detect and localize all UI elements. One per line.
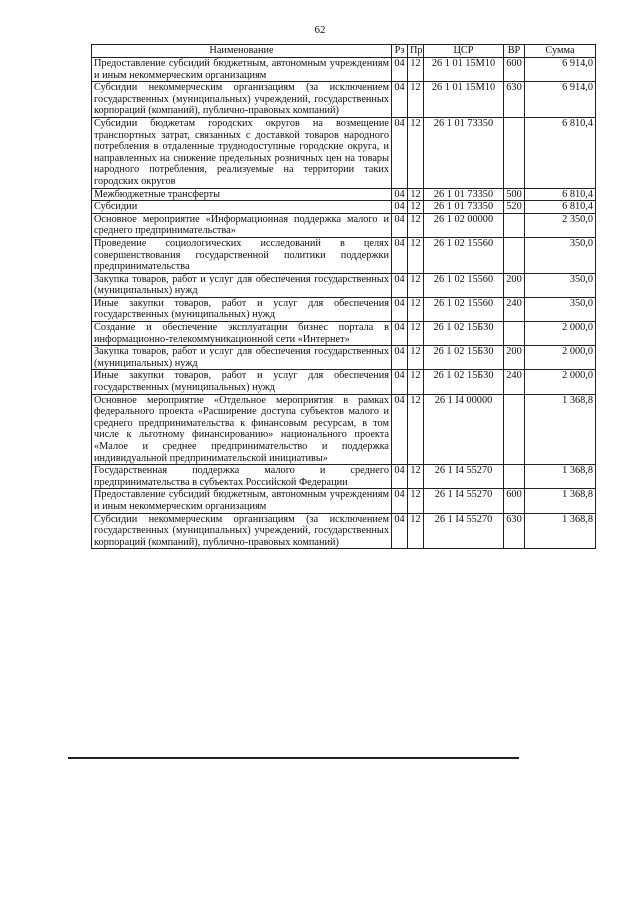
cell-pr: 12 <box>408 465 424 489</box>
cell-name: Основное мероприятие «Отдельное мероприятия в рамках федерального проекта «Расширение доступа субъектов малого и среднего предпринимательства к финансовым ресурсам, в том числе к льготному финансированию» национального проекта «Малое и среднее предпринимательство и поддержка индивидуальной предпринимательской инициативы» <box>92 394 392 465</box>
budget-table <box>91 44 596 549</box>
cell-pr: 12 <box>408 489 424 513</box>
cell-csr: 26 1 I4 55270 <box>424 513 504 549</box>
table-row <box>92 201 596 214</box>
cell-vr: 600 <box>504 58 525 82</box>
cell-sum: 6 810,4 <box>525 201 596 214</box>
cell-rz: 04 <box>392 273 408 297</box>
table-row <box>92 213 596 237</box>
page-number: 62 <box>314 24 326 36</box>
cell-name: Межбюджетные трансферты <box>92 188 392 201</box>
cell-rz: 04 <box>392 322 408 346</box>
cell-name: Государственная поддержка малого и среднего предпринимательства в субъектах Российской Федерации <box>92 465 392 489</box>
cell-sum: 2 000,0 <box>525 370 596 394</box>
cell-pr: 12 <box>408 58 424 82</box>
table-row <box>92 322 596 346</box>
cell-sum: 2 000,0 <box>525 346 596 370</box>
cell-sum: 2 000,0 <box>525 322 596 346</box>
cell-vr: 240 <box>504 370 525 394</box>
cell-csr: 26 1 02 15560 <box>424 297 504 321</box>
cell-csr: 26 1 01 73350 <box>424 201 504 214</box>
cell-name: Создание и обеспечение эксплуатации бизнес портала в информационно-телекоммуникационной сети «Интернет» <box>92 322 392 346</box>
cell-rz: 04 <box>392 201 408 214</box>
cell-csr: 26 1 I4 00000 <box>424 394 504 465</box>
cell-sum: 350,0 <box>525 297 596 321</box>
cell-sum: 1 368,8 <box>525 513 596 549</box>
table-row <box>92 394 596 465</box>
cell-sum: 6 810,4 <box>525 117 596 188</box>
cell-vr: 630 <box>504 82 525 118</box>
cell-rz: 04 <box>392 465 408 489</box>
cell-rz: 04 <box>392 489 408 513</box>
cell-pr: 12 <box>408 213 424 237</box>
cell-csr: 26 1 02 15560 <box>424 273 504 297</box>
cell-rz: 04 <box>392 58 408 82</box>
cell-pr: 12 <box>408 117 424 188</box>
cell-name: Субсидии бюджетам городских округов на возмещение транспортных затрат, связанных с доставкой товаров народного потребления в отдаленные труднодоступные городские округа, и направленных на снижение предельных розничных цен на товары народного потребления, реализуемые на территории таких городских округов <box>92 117 392 188</box>
cell-csr: 26 1 I4 55270 <box>424 489 504 513</box>
table-row <box>92 489 596 513</box>
cell-pr: 12 <box>408 201 424 214</box>
header-rz: Рз <box>392 45 408 58</box>
cell-pr: 12 <box>408 394 424 465</box>
cell-csr: 26 1 02 15Б30 <box>424 370 504 394</box>
cell-sum: 6 914,0 <box>525 82 596 118</box>
cell-name: Субсидии некоммерческим организациям (за исключением государственных (муниципальных) учреждений, государственных корпораций (компаний), публично-правовых компаний) <box>92 82 392 118</box>
table-row <box>92 513 596 549</box>
cell-vr: 200 <box>504 273 525 297</box>
cell-sum: 350,0 <box>525 237 596 273</box>
cell-name: Субсидии <box>92 201 392 214</box>
cell-sum: 2 350,0 <box>525 213 596 237</box>
cell-name: Основное мероприятие «Информационная поддержка малого и среднего предпринимательства» <box>92 213 392 237</box>
cell-vr: 520 <box>504 201 525 214</box>
cell-rz: 04 <box>392 188 408 201</box>
cell-vr: 630 <box>504 513 525 549</box>
cell-vr <box>504 117 525 188</box>
cell-name: Предоставление субсидий бюджетным, автономным учреждениям и иным некоммерческим организациям <box>92 58 392 82</box>
header-sum: Сумма <box>525 45 596 58</box>
table-row <box>92 273 596 297</box>
table-row <box>92 237 596 273</box>
cell-csr: 26 1 01 73350 <box>424 188 504 201</box>
cell-rz: 04 <box>392 237 408 273</box>
cell-rz: 04 <box>392 513 408 549</box>
cell-sum: 1 368,8 <box>525 489 596 513</box>
cell-vr <box>504 465 525 489</box>
cell-name: Закупка товаров, работ и услуг для обеспечения государственных (муниципальных) нужд <box>92 346 392 370</box>
cell-sum: 350,0 <box>525 273 596 297</box>
table-row <box>92 117 596 188</box>
cell-csr: 26 1 02 15Б30 <box>424 322 504 346</box>
table-row <box>92 188 596 201</box>
cell-vr: 600 <box>504 489 525 513</box>
cell-csr: 26 1 02 15560 <box>424 237 504 273</box>
cell-vr <box>504 213 525 237</box>
cell-pr: 12 <box>408 513 424 549</box>
header-csr: ЦСР <box>424 45 504 58</box>
cell-rz: 04 <box>392 394 408 465</box>
table-row <box>92 346 596 370</box>
cell-pr: 12 <box>408 297 424 321</box>
cell-name: Закупка товаров, работ и услуг для обеспечения государственных (муниципальных) нужд <box>92 273 392 297</box>
cell-sum: 6 810,4 <box>525 188 596 201</box>
cell-sum: 1 368,8 <box>525 394 596 465</box>
table-row <box>92 465 596 489</box>
cell-vr <box>504 322 525 346</box>
header-name: Наименование <box>92 45 392 58</box>
cell-rz: 04 <box>392 297 408 321</box>
table-header-row <box>92 45 596 58</box>
cell-vr: 500 <box>504 188 525 201</box>
header-vr: ВР <box>504 45 525 58</box>
cell-csr: 26 1 01 73350 <box>424 117 504 188</box>
cell-vr <box>504 394 525 465</box>
header-pr: Пр <box>408 45 424 58</box>
cell-vr: 240 <box>504 297 525 321</box>
cell-csr: 26 1 01 15М10 <box>424 82 504 118</box>
cell-rz: 04 <box>392 370 408 394</box>
cell-pr: 12 <box>408 370 424 394</box>
cell-rz: 04 <box>392 213 408 237</box>
table-row <box>92 82 596 118</box>
cell-pr: 12 <box>408 346 424 370</box>
cell-name: Субсидии некоммерческим организациям (за исключением государственных (муниципальных) учреждений, государственных корпораций (компаний), публично-правовых компаний) <box>92 513 392 549</box>
table-row <box>92 58 596 82</box>
cell-csr: 26 1 01 15М10 <box>424 58 504 82</box>
cell-pr: 12 <box>408 237 424 273</box>
cell-rz: 04 <box>392 117 408 188</box>
cell-csr: 26 1 02 00000 <box>424 213 504 237</box>
cell-name: Иные закупки товаров, работ и услуг для обеспечения государственных (муниципальных) нужд <box>92 370 392 394</box>
table-row <box>92 297 596 321</box>
cell-rz: 04 <box>392 346 408 370</box>
cell-name: Предоставление субсидий бюджетным, автономным учреждениям и иным некоммерческим организациям <box>92 489 392 513</box>
cell-name: Проведение социологических исследований в целях совершенствования государственной политики поддержки предпринимательства <box>92 237 392 273</box>
cell-pr: 12 <box>408 82 424 118</box>
cell-rz: 04 <box>392 82 408 118</box>
cell-csr: 26 1 02 15Б30 <box>424 346 504 370</box>
cell-name: Иные закупки товаров, работ и услуг для обеспечения государственных (муниципальных) нужд <box>92 297 392 321</box>
cell-pr: 12 <box>408 188 424 201</box>
cell-sum: 6 914,0 <box>525 58 596 82</box>
cell-vr: 200 <box>504 346 525 370</box>
cell-pr: 12 <box>408 322 424 346</box>
cell-sum: 1 368,8 <box>525 465 596 489</box>
table-row <box>92 370 596 394</box>
cell-pr: 12 <box>408 273 424 297</box>
cell-csr: 26 1 I4 55270 <box>424 465 504 489</box>
cell-vr <box>504 237 525 273</box>
footer-divider <box>68 757 519 759</box>
